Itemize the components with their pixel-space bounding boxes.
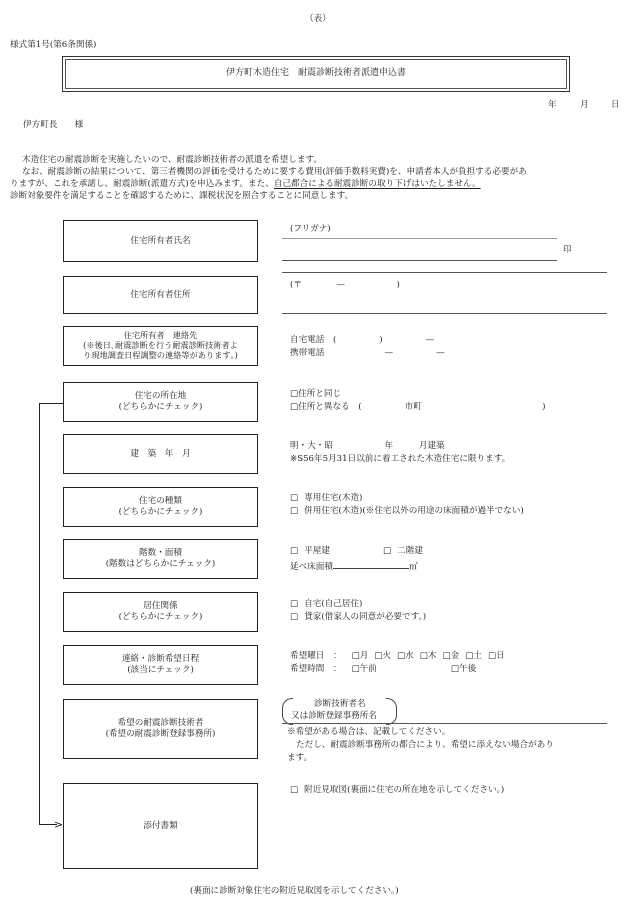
location-different[interactable]: □住所と異なる ( 市町 ) xyxy=(290,402,546,412)
floors-two[interactable]: □ 二階建 xyxy=(383,546,423,556)
time-am[interactable]: □午前 xyxy=(351,664,377,674)
owner-name-label: 住宅所有者氏名 xyxy=(63,220,258,262)
build-year-value: 明・大・昭 年 月建築 xyxy=(290,441,445,451)
checkbox-icon[interactable]: □ xyxy=(290,493,299,503)
engineer-note2: ただし、耐震診断事務所の都合により、希望に添えない場合があり xyxy=(296,740,554,750)
house-type-mixed[interactable]: □ 併用住宅(木造)(※住宅以外の用途の床面積が過半でない) xyxy=(290,506,524,516)
day-tue[interactable]: □火 xyxy=(374,651,392,661)
day-sat[interactable]: □土 xyxy=(465,651,482,661)
day-fri[interactable]: □金 xyxy=(442,651,460,661)
day-sun[interactable]: □日 xyxy=(487,651,505,661)
day-wed[interactable]: □水 xyxy=(397,651,414,661)
date-day: 日 xyxy=(611,100,620,110)
furigana-line xyxy=(282,238,557,239)
engineer-note1: ※希望がある場合は、記載してください。 xyxy=(287,727,451,737)
arrow-right-icon: > xyxy=(54,818,64,831)
engineer-label: 希望の耐震診断技術者 (希望の耐震診断登録事務所) xyxy=(63,699,258,759)
preferred-time: 希望時間 ： □午前 □午後 xyxy=(290,664,477,674)
checkbox-icon[interactable]: □ xyxy=(290,506,299,516)
intro-line2: なお、耐震診断の結果について、第三者機関の評価を受けるために要する費用(評価手数料実費)を、申請者本人が負担する必要があ xyxy=(22,167,527,177)
furigana-label: (フリガナ) xyxy=(290,224,331,234)
floor-area: 延べ床面積 ㎡ xyxy=(290,559,418,573)
day-thu[interactable]: □木 xyxy=(419,651,437,661)
intro-line1: 木造住宅の耐震診断を実施したいので、耐震診断技術者の派遣を希望します。 xyxy=(22,155,322,165)
schedule-label: 連絡・診断希望日程 (該当にチェック) xyxy=(63,645,258,685)
contact-label: 住宅所有者 連絡先 (※後日､耐震診断を行う耐震診断技術者よ り現地調査日程調整の連絡等があります｡) xyxy=(63,326,258,366)
checkbox-icon[interactable]: □ xyxy=(383,546,392,556)
owner-name-line xyxy=(282,260,557,261)
mobile-phone: 携帯電話 — — xyxy=(290,348,445,358)
residence-label: 居住関係 (どちらかにチェック) xyxy=(63,592,258,632)
home-phone: 自宅電話 ( ) — xyxy=(290,335,435,345)
address-line xyxy=(282,313,607,314)
bracket-line xyxy=(39,403,40,825)
footer-note: (裏面に診断対象住宅の附近見取図を示してください。) xyxy=(190,886,399,896)
intro-line4: 診断対象要件を満足することを確認するために、課税状況を照合することに同意します。 xyxy=(10,191,354,201)
addressee: 伊方町長 様 xyxy=(23,120,84,130)
seal-mark: 印 xyxy=(563,245,572,255)
date-month: 月 xyxy=(580,100,589,110)
attachment-label: 添付書類 xyxy=(63,783,258,869)
location-label: 住宅の所在地 (どちらかにチェック) xyxy=(63,382,258,422)
document-title: 伊方町木造住宅 耐震診断技術者派遣申込書 xyxy=(65,59,567,89)
floors-single[interactable]: □ 平屋建 xyxy=(290,546,330,556)
withdraw-note: 自己都合による耐震診断の取り下げはいたしません。 xyxy=(273,179,481,189)
intro-line3: りますが、これを承諾し、耐震診断(派遣方式)を申込みます。また、自己都合による耐震診断の取り下げはいたしません。 xyxy=(10,179,481,189)
attachment-map[interactable]: □ 附近見取図(裏面に住宅の所在地を示してください。) xyxy=(290,785,505,795)
house-type-dedicated[interactable]: □ 専用住宅(木造) xyxy=(290,493,363,503)
engineer-name-line[interactable] xyxy=(282,723,607,724)
location-same[interactable]: □住所と同じ xyxy=(290,389,342,399)
title-box xyxy=(62,56,570,92)
residence-own[interactable]: □ 自宅(自己居住) xyxy=(290,599,363,609)
checkbox-icon[interactable]: □ xyxy=(290,546,299,556)
floor-area-input[interactable] xyxy=(333,559,409,569)
postal-code: (〒 — ) xyxy=(290,280,400,290)
paren-right xyxy=(386,698,397,725)
engineer-note3: ます。 xyxy=(287,753,313,763)
date-year: 年 xyxy=(548,100,557,110)
floors-label: 階数・面積 (階数はどちらかにチェック) xyxy=(63,539,258,579)
build-year-label: 建 築 年 月 xyxy=(63,434,258,474)
preferred-days: 希望曜日 ： □月 □火 □水 □木 □金 □土 □日 xyxy=(290,651,505,661)
checkbox-icon[interactable]: □ xyxy=(290,612,299,622)
time-pm[interactable]: □午後 xyxy=(450,664,477,674)
house-type-label: 住宅の種類 (どちらかにチェック) xyxy=(63,487,258,527)
engineer-name-label1: 診断技術者名 xyxy=(314,699,366,709)
table-mark: （表） xyxy=(305,14,331,24)
bracket-top xyxy=(39,403,63,404)
engineer-name-label2: 又は診断登録事務所名 xyxy=(291,711,377,721)
day-mon[interactable]: □月 xyxy=(351,651,369,661)
build-year-note: ※S56年5月31日以前に着工された木造住宅に限ります。 xyxy=(290,454,511,464)
owner-address-label: 住宅所有者住所 xyxy=(63,276,258,314)
form-number: 様式第1号(第6条関係) xyxy=(10,40,97,50)
checkbox-icon[interactable]: □ xyxy=(290,785,299,795)
checkbox-icon[interactable]: □ xyxy=(290,599,299,609)
residence-rental[interactable]: □ 貸家(借家人の同意が必要です。) xyxy=(290,612,427,622)
address-top-line xyxy=(282,272,607,273)
